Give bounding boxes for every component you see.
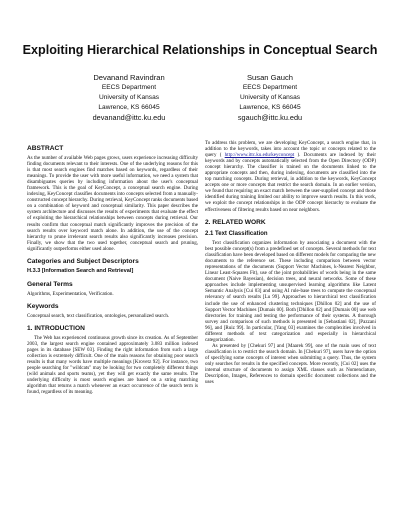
paper-title: Exploiting Hierarchical Relationships in Conceptual Search (22, 43, 378, 57)
introduction-heading: 1. INTRODUCTION (27, 324, 85, 332)
introduction-text: The Web has experienced continuous growth since its creation. As of September 2003, the largest search engine contained approximately 3.083 million indexed pages in its database [SEW 03]. Finding the right information from such a large collection is extremely difficult. One of the main reasons for obtaining poor search results is that many words have multiple meanings [Krovetz 92]. For instance, two people searching for "wildcats" may be looking for two completely different things (wild animals and sports teams), yet they will get exactly the same results. The underlying difficulty is most search engines are based on a string matching algorithm that returns a match whenever an exact occurrence of the search term is found, regardless of its meaning. (27, 334, 198, 396)
abstract-text: As the number of available Web pages grows, users experience increasing difficulty finding documents relevant to their interests. One of the underlying reasons for this is that most search engines find matches based on keywords, regardless of their meanings. To provide the user with more useful information, we need a system that disambiguates queries by including information about the user's conceptual framework. This is the goal of KeyConcept, a conceptual search engine. During indexing, KeyConcept classifies documents into concepts selected from a manually-constructed concept hierarchy. During retrieval, KeyConcept ranks documents based on a combination of keyword and conceptual similarity. This paper describes the system architecture and discusses the results of experiments that evaluate the effect of exploiting the hierarchical relationships between concepts during retrieval. Our results confirm that conceptual match significantly improves the precision of the search results over keyword match alone. In addition, the use of the concept hierarchy to prune irrelevant search results also significantly increases precision. Finally, we show that the two used together, conceptual search and pruning, significantly outperforms either used alone. (27, 155, 198, 252)
right-column (205, 140, 376, 385)
keywords-text: Conceptual search, text classification, ontologies, personalized search. (27, 312, 170, 319)
author-email: devanand@ittc.ku.edu (92, 113, 166, 122)
author-name: Susan Gauch (246, 73, 293, 82)
related-work-heading: 2. RELATED WORK (205, 218, 266, 226)
author-email: sgauch@ittc.ku.edu (237, 113, 303, 122)
related-work-text-2: As presented by [Chekuri 97] and [Maarek 99], one of the main uses of text classification is to restrict the search domain. In [Chekuri 97], users have the option of specifying some concepts of interest when submitting a query. Thus, the system only searches for results in the specified concepts. More recently, [Cui 02] uses the internal structure of documents to assign XML classes such as Nomenclature, Description, Images, References to domain specific document collections and the uses (205, 342, 376, 386)
author-university: University of Kansas (239, 94, 301, 101)
text-classification-heading: 2.1 Text Classification (205, 230, 268, 237)
author-name: Devanand Ravindran (93, 73, 165, 82)
intro-continued-text: To address this problem, we are developing KeyConcept, a search engine that, in addition to the keywords, takes into account the topic or concepts related to the query ( http://www.ittc.ku.edu/keyconcept ). Documents are indexed by their keywords and by concepts automatically selected from the Open Directory (ODP) concept hierarchy. The classifier is trained on the documents linked to the appropriate concepts and then, during indexing, documents are classified into the top matching concepts. During retrieval, in addition to the keywords, KeyConcept accepts one or more concepts that restrict the search domain. In an earlier version, we found that requiring an exact match between the user-supplied concept and those identified during training limited our ability to improve search results. In this work, we exploit the concept relationships in the ODP concept hierarchy to evaluate the effectiveness of filtering results based on near neighbors. (205, 140, 376, 213)
abstract-heading: ABSTRACT (27, 145, 64, 152)
related-work-text: Text classification organizes information by associating a document with the best possible concept(s) from a predefined set of concepts. Several methods for text classification have been developed based on different models for comparing the new documents to the reference set. These including comparison between vector representations of the documents (Support Vector Machines, k-Nearest Neighbor, Linear Least-Squares Fit), use of the joint probabilities of words being in the same document (Naive Bayesian), decision trees, and neural networks. Some of these approaches include implementing unsupervised learning algorithms like Latent Semantic Analysis [Cui 03] and using AI rule-base trees to compute the conceptual relevancy of search results [Lu 99]. Approaches to hierarchical text classification include the use of enhanced clustering techniques [Dhillon 02] and the use of Support Vector Machines [Dumais 00]. Both [Dhillon 02] and [Dumais 00] use web directories for training and testing the performance of their systems. A thorough survey and comparison of such methods is presented in [Sebastiani 02], [Pazzani 96], and [Ruiz 99]. In particular, [Yang 03] examines the complexities involved in different methods of text categorization and especially in hierarchical categorization. (205, 240, 376, 343)
keywords-heading: Keywords (27, 302, 59, 310)
author-2 (185, 73, 355, 123)
author-city: Lawrence, KS 66045 (98, 104, 160, 111)
left-column (27, 145, 198, 395)
general-terms-text: Algorithms, Experimentation, Verification. (27, 290, 114, 297)
author-dept: EECS Department (101, 84, 157, 91)
general-terms-heading: General Terms (27, 280, 73, 288)
author-city: Lawrence, KS 66045 (239, 104, 301, 111)
keyconcept-link[interactable]: http://www.ittc.ku.edu/keyconcept (224, 152, 295, 159)
author-dept: EECS Department (242, 84, 298, 91)
categories-heading: Categories and Subject Descriptors (27, 257, 139, 265)
categories-text: H.3.3 [Information Search and Retrieval] (27, 267, 134, 274)
author-university: University of Kansas (98, 94, 160, 101)
